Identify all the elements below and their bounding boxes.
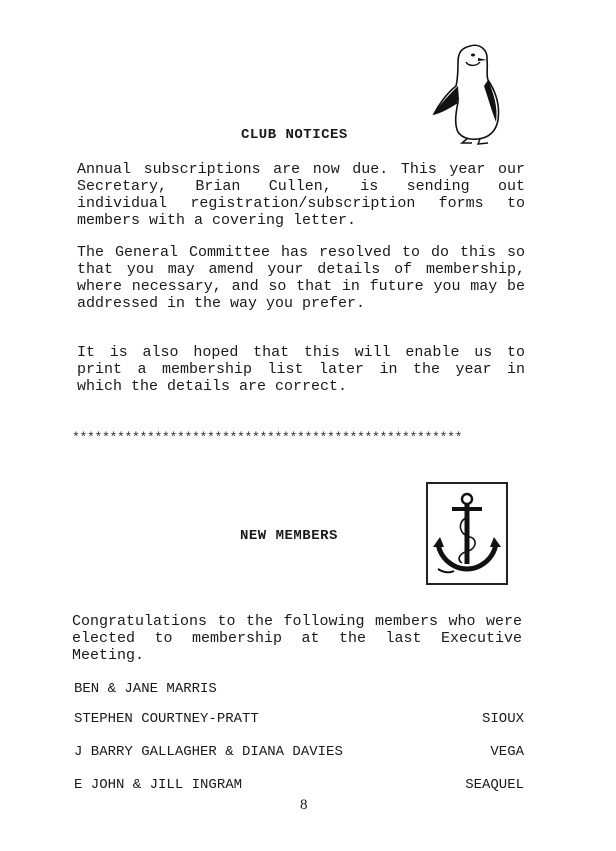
list-item bbox=[74, 777, 524, 793]
club-notices-title: CLUB NOTICES bbox=[241, 127, 348, 143]
notice-paragraph-2: The General Committee has resolved to do this so that you may amend your details of membership, where necessary, and so that in future you may be addressed in the way you prefer. bbox=[77, 244, 525, 312]
penguin-icon bbox=[428, 40, 510, 145]
new-members-title: NEW MEMBERS bbox=[240, 528, 338, 544]
list-item bbox=[74, 744, 524, 760]
member-name: STEPHEN COURTNEY-PRATT bbox=[74, 711, 259, 727]
member-boat: SEAQUEL bbox=[465, 777, 524, 793]
member-boat: VEGA bbox=[490, 744, 524, 760]
member-name: J BARRY GALLAGHER & DIANA DAVIES bbox=[74, 744, 343, 760]
anchor-frame bbox=[426, 482, 508, 585]
notice-paragraph-1: Annual subscriptions are now due. This year our Secretary, Brian Cullen, is sending out individual registration/subscription forms to members with a covering letter. bbox=[77, 161, 525, 229]
anchor-icon bbox=[430, 487, 504, 582]
member-name: BEN & JANE MARRIS bbox=[74, 681, 217, 697]
member-name: E JOHN & JILL INGRAM bbox=[74, 777, 243, 793]
asterisk-separator: **************************************************** bbox=[72, 430, 463, 445]
new-members-intro: Congratulations to the following members who were elected to membership at the last Executive Meeting. bbox=[72, 613, 522, 664]
page-number: 8 bbox=[300, 797, 308, 813]
list-item bbox=[74, 681, 524, 697]
list-item bbox=[74, 711, 524, 727]
notice-paragraph-3: It is also hoped that this will enable us to print a membership list later in the year in which the details are correct. bbox=[77, 344, 525, 395]
member-boat: SIOUX bbox=[481, 711, 524, 727]
